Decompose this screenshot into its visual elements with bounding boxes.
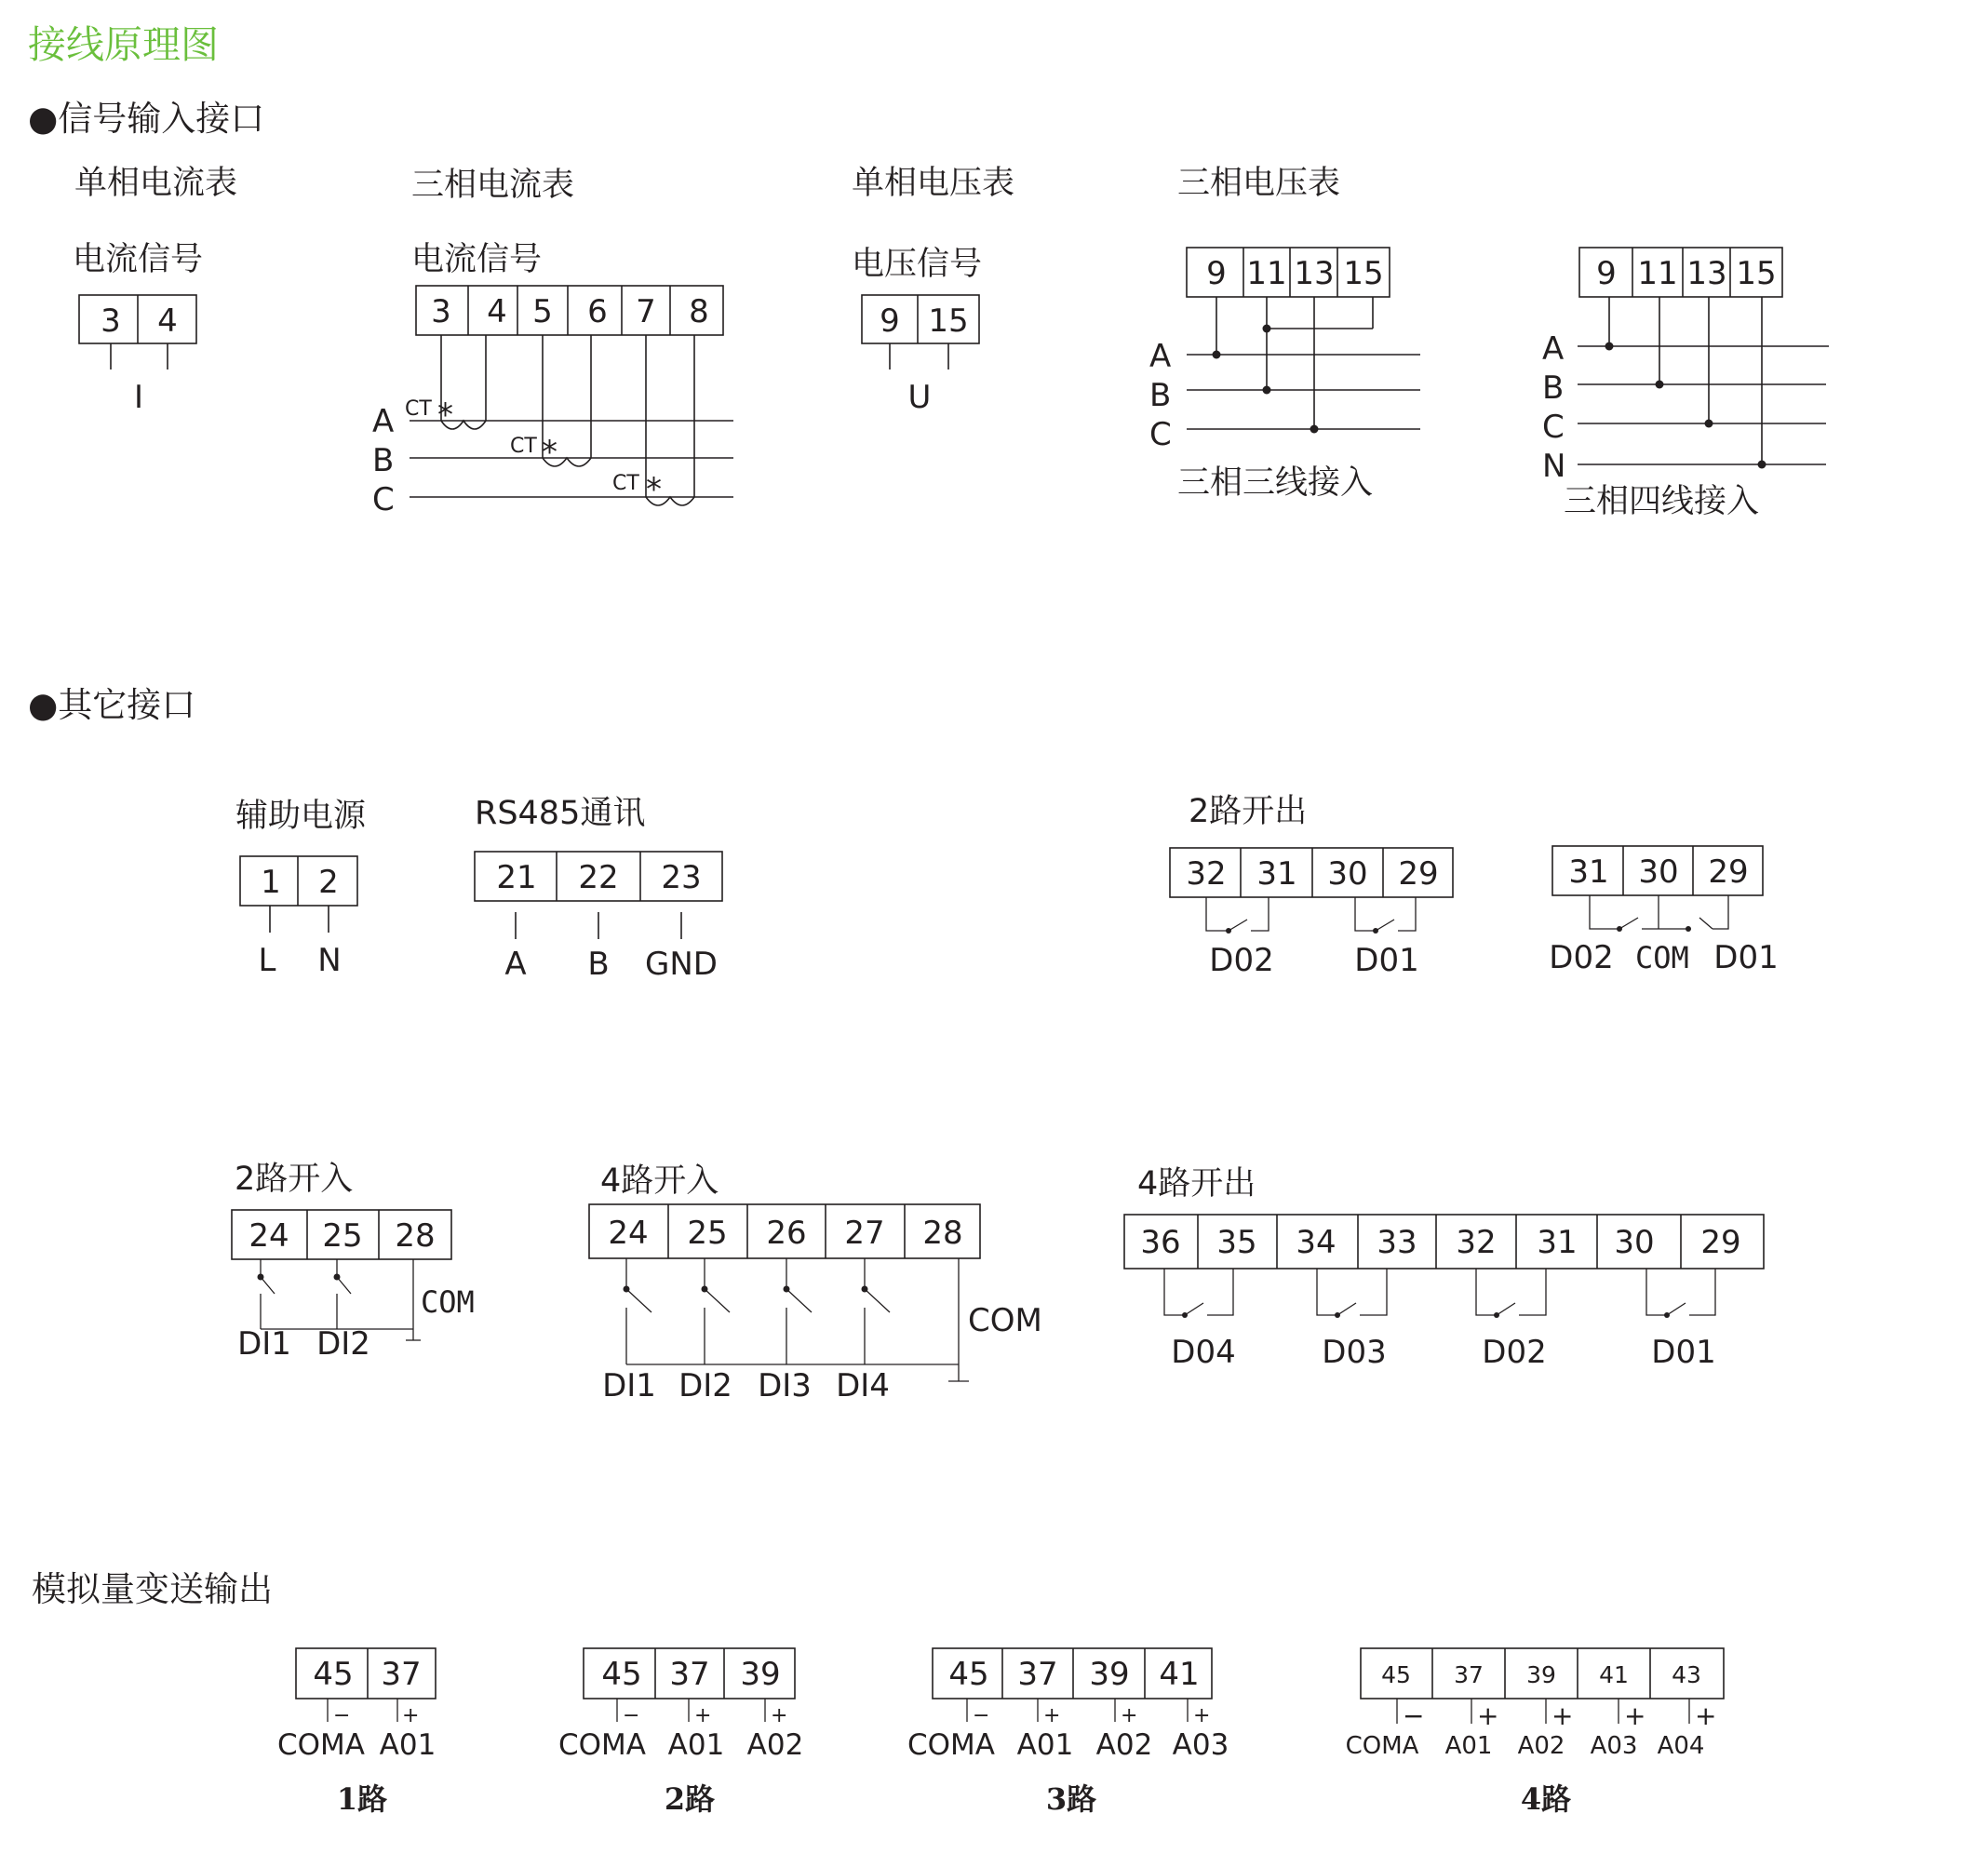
terminal-number: 31: [1537, 1224, 1578, 1261]
plus-sign: +: [1043, 1704, 1061, 1727]
terminal-number: 23: [661, 859, 702, 896]
three-phase-three-wire-diagram: [1149, 165, 1420, 502]
channel-caption: 4路: [1520, 1781, 1572, 1817]
terminal-number: 7: [636, 293, 656, 330]
digital-in-4-title: 4路开入: [600, 1162, 719, 1200]
single-phase-current-subtitle: 电流信号: [73, 241, 204, 278]
terminal-number: 1: [261, 864, 281, 901]
rs485-label: A: [504, 946, 527, 983]
terminal-number: 28: [922, 1215, 963, 1252]
plus-sign: +: [1551, 1700, 1574, 1731]
terminal-number: 39: [1526, 1661, 1556, 1688]
phase-label: C: [1542, 409, 1565, 446]
terminal-number: 9: [1596, 255, 1617, 292]
analog-label: A02: [746, 1728, 804, 1762]
three-phase-voltage-title: 三相电压表: [1177, 165, 1341, 202]
analog-label: COMA: [558, 1728, 646, 1762]
ct-polarity-mark: *: [542, 434, 557, 471]
phase-label: C: [372, 481, 395, 518]
single-phase-voltage-title: 单相电压表: [852, 165, 1015, 202]
analog-out-2-diagram: [558, 1648, 803, 1817]
relay-out-label: D04: [1171, 1334, 1236, 1371]
terminal-number: 21: [496, 859, 537, 896]
relay-out-label: D02: [1482, 1334, 1547, 1371]
analog-label: A01: [1444, 1732, 1493, 1760]
terminal-number: 37: [1454, 1661, 1484, 1688]
terminal-number: 30: [1638, 853, 1679, 891]
relay-out-label: D01: [1713, 939, 1779, 976]
signal-label: U: [907, 379, 932, 416]
terminal-number: 41: [1159, 1656, 1200, 1693]
ct-label: CT: [405, 397, 432, 421]
section-other: ●其它接口: [28, 685, 196, 725]
section-analog: 模拟量变送输出: [32, 1569, 273, 1609]
analog-label: A03: [1172, 1728, 1229, 1762]
aux-power-diagram: [235, 798, 367, 979]
three-phase-current-title: 三相电流表: [411, 167, 575, 204]
phase-label: B: [1149, 377, 1172, 414]
terminal-number: 11: [1637, 255, 1678, 292]
section-signal-input: ●信号输入接口: [28, 99, 265, 139]
terminal-number: 45: [601, 1656, 642, 1693]
analog-label: A01: [667, 1728, 725, 1762]
minus-sign: −: [973, 1704, 990, 1727]
three-phase-four-wire-diagram: [1542, 248, 1829, 520]
rs485-diagram: [475, 795, 722, 983]
terminal-number: 30: [1327, 855, 1368, 893]
power-label: L: [258, 942, 276, 979]
relay-out-2-diagram-a: [1170, 793, 1453, 979]
signal-label: I: [133, 379, 144, 416]
aux-power-title: 辅助电源: [235, 798, 367, 835]
analog-label: A01: [379, 1728, 437, 1762]
three-phase-current-subtitle: 电流信号: [411, 241, 543, 278]
plus-sign: +: [1477, 1700, 1499, 1731]
com-label: COM: [421, 1284, 475, 1320]
terminal-number: 9: [1206, 255, 1227, 292]
terminal-number: 27: [844, 1215, 885, 1252]
terminal-number: 25: [322, 1217, 363, 1255]
minus-sign: −: [623, 1704, 640, 1727]
relay-out-label: D03: [1322, 1334, 1387, 1371]
com-label: COM: [968, 1302, 1042, 1339]
relay-out-2-title: 2路开出: [1189, 793, 1308, 830]
analog-label: A02: [1517, 1732, 1565, 1760]
terminal-number: 35: [1216, 1224, 1257, 1261]
phase-label: C: [1149, 416, 1172, 453]
plus-sign: +: [402, 1704, 420, 1727]
digital-in-4-diagram: [589, 1162, 1042, 1404]
analog-label: A01: [1016, 1728, 1074, 1762]
terminal-number: 43: [1672, 1661, 1701, 1688]
rs485-label: GND: [645, 946, 718, 983]
terminal-block: [240, 856, 357, 906]
terminal-number: 15: [1736, 255, 1777, 292]
page-title: 接线原理图: [28, 22, 219, 67]
terminal-number: 22: [578, 859, 619, 896]
terminal-number: 45: [313, 1656, 354, 1693]
terminal-number: 2: [318, 864, 339, 901]
relay-com-label: COM: [1635, 940, 1689, 975]
terminal-number: 31: [1256, 855, 1297, 893]
analog-label: COMA: [907, 1728, 995, 1762]
analog-label: A04: [1657, 1732, 1705, 1760]
terminal-number: 39: [1089, 1656, 1130, 1693]
terminal-number: 29: [1398, 855, 1439, 893]
three-phase-current-diagram: [372, 167, 733, 518]
plus-sign: +: [1695, 1700, 1717, 1731]
phase-label: N: [1542, 448, 1566, 485]
terminal-number: 29: [1708, 853, 1749, 891]
analog-out-1-diagram: [277, 1648, 436, 1817]
terminal-number: 24: [248, 1217, 289, 1255]
analog-label: A03: [1590, 1732, 1638, 1760]
terminal-number: 25: [687, 1215, 728, 1252]
terminal-number: 32: [1456, 1224, 1497, 1261]
single-phase-current-diagram: [73, 165, 237, 416]
terminal-number: 3: [431, 293, 451, 330]
digital-in-label: DI4: [836, 1367, 890, 1404]
terminal-number: 28: [395, 1217, 436, 1255]
single-phase-current-title: 单相电流表: [74, 165, 238, 202]
terminal-number: 24: [608, 1215, 649, 1252]
digital-in-label: DI1: [602, 1367, 656, 1404]
digital-in-label: DI2: [678, 1367, 732, 1404]
channel-caption: 3路: [1045, 1781, 1097, 1817]
minus-sign: −: [1403, 1700, 1425, 1731]
plus-sign: +: [1624, 1700, 1646, 1731]
terminal-number: 45: [1381, 1661, 1411, 1688]
relay-out-label: D01: [1354, 942, 1419, 979]
terminal-number: 29: [1700, 1224, 1741, 1261]
plus-sign: +: [1121, 1704, 1138, 1727]
terminal-number: 13: [1686, 255, 1727, 292]
digital-in-label: DI1: [237, 1325, 291, 1363]
rs485-title: RS485通讯: [475, 795, 646, 832]
terminal-number: 39: [740, 1656, 781, 1693]
terminal-block: [416, 286, 723, 335]
ct-polarity-mark: *: [646, 471, 662, 508]
channel-caption: 2路: [664, 1781, 716, 1817]
plus-sign: +: [1193, 1704, 1211, 1727]
terminal-number: 37: [381, 1656, 422, 1693]
rs485-label: B: [587, 946, 610, 983]
terminal-number: 15: [928, 302, 969, 340]
ct-polarity-mark: *: [437, 396, 453, 434]
analog-out-3-diagram: [907, 1648, 1229, 1817]
channel-caption: 1路: [336, 1781, 388, 1817]
terminal-number: 41: [1599, 1661, 1629, 1688]
digital-in-label: DI3: [758, 1367, 812, 1404]
terminal-number: 33: [1377, 1224, 1417, 1261]
analog-label: COMA: [1345, 1732, 1419, 1760]
terminal-number: 30: [1614, 1224, 1655, 1261]
phase-label: A: [1149, 338, 1172, 375]
terminal-number: 45: [948, 1656, 989, 1693]
single-phase-voltage-diagram: [852, 165, 1014, 416]
minus-sign: −: [333, 1704, 351, 1727]
terminal-number: 3: [101, 302, 121, 340]
relay-out-label: D02: [1549, 939, 1614, 976]
terminal-number: 37: [1017, 1656, 1058, 1693]
power-label: N: [317, 942, 342, 979]
terminal-number: 4: [157, 302, 178, 340]
digital-in-2-title: 2路开入: [235, 1161, 354, 1198]
terminal-number: 31: [1568, 853, 1609, 891]
terminal-number: 4: [487, 293, 507, 330]
terminal-number: 37: [669, 1656, 710, 1693]
terminal-number: 11: [1246, 255, 1287, 292]
digital-in-2-diagram: [232, 1161, 475, 1363]
terminal-number: 36: [1140, 1224, 1181, 1261]
terminal-number: 5: [532, 293, 553, 330]
terminal-number: 34: [1296, 1224, 1337, 1261]
relay-out-4-diagram: [1124, 1165, 1764, 1371]
terminal-number: 13: [1294, 255, 1335, 292]
analog-label: A02: [1095, 1728, 1153, 1762]
terminal-number: 6: [587, 293, 608, 330]
ct-label: CT: [510, 435, 537, 458]
four-wire-caption: 三相四线接入: [1564, 483, 1760, 520]
phase-label: B: [1542, 369, 1565, 407]
ct-label: CT: [612, 472, 639, 495]
terminal-number: 9: [880, 302, 900, 340]
single-phase-voltage-subtitle: 电压信号: [852, 246, 983, 283]
terminal-number: 15: [1343, 255, 1384, 292]
analog-label: COMA: [277, 1728, 365, 1762]
terminal-number: 26: [766, 1215, 807, 1252]
terminal-number: 32: [1186, 855, 1227, 893]
relay-out-2-diagram-b: [1549, 846, 1778, 976]
phase-label: A: [1542, 330, 1565, 368]
plus-sign: +: [694, 1704, 712, 1727]
terminal-number: 8: [689, 293, 709, 330]
relay-out-4-title: 4路开出: [1137, 1165, 1256, 1202]
three-wire-caption: 三相三线接入: [1177, 464, 1374, 502]
analog-out-4-diagram: [1346, 1648, 1724, 1817]
phase-label: B: [372, 442, 395, 479]
digital-in-label: DI2: [316, 1325, 370, 1363]
plus-sign: +: [771, 1704, 788, 1727]
relay-out-label: D02: [1209, 942, 1274, 979]
relay-out-label: D01: [1651, 1334, 1716, 1371]
phase-label: A: [372, 403, 395, 440]
